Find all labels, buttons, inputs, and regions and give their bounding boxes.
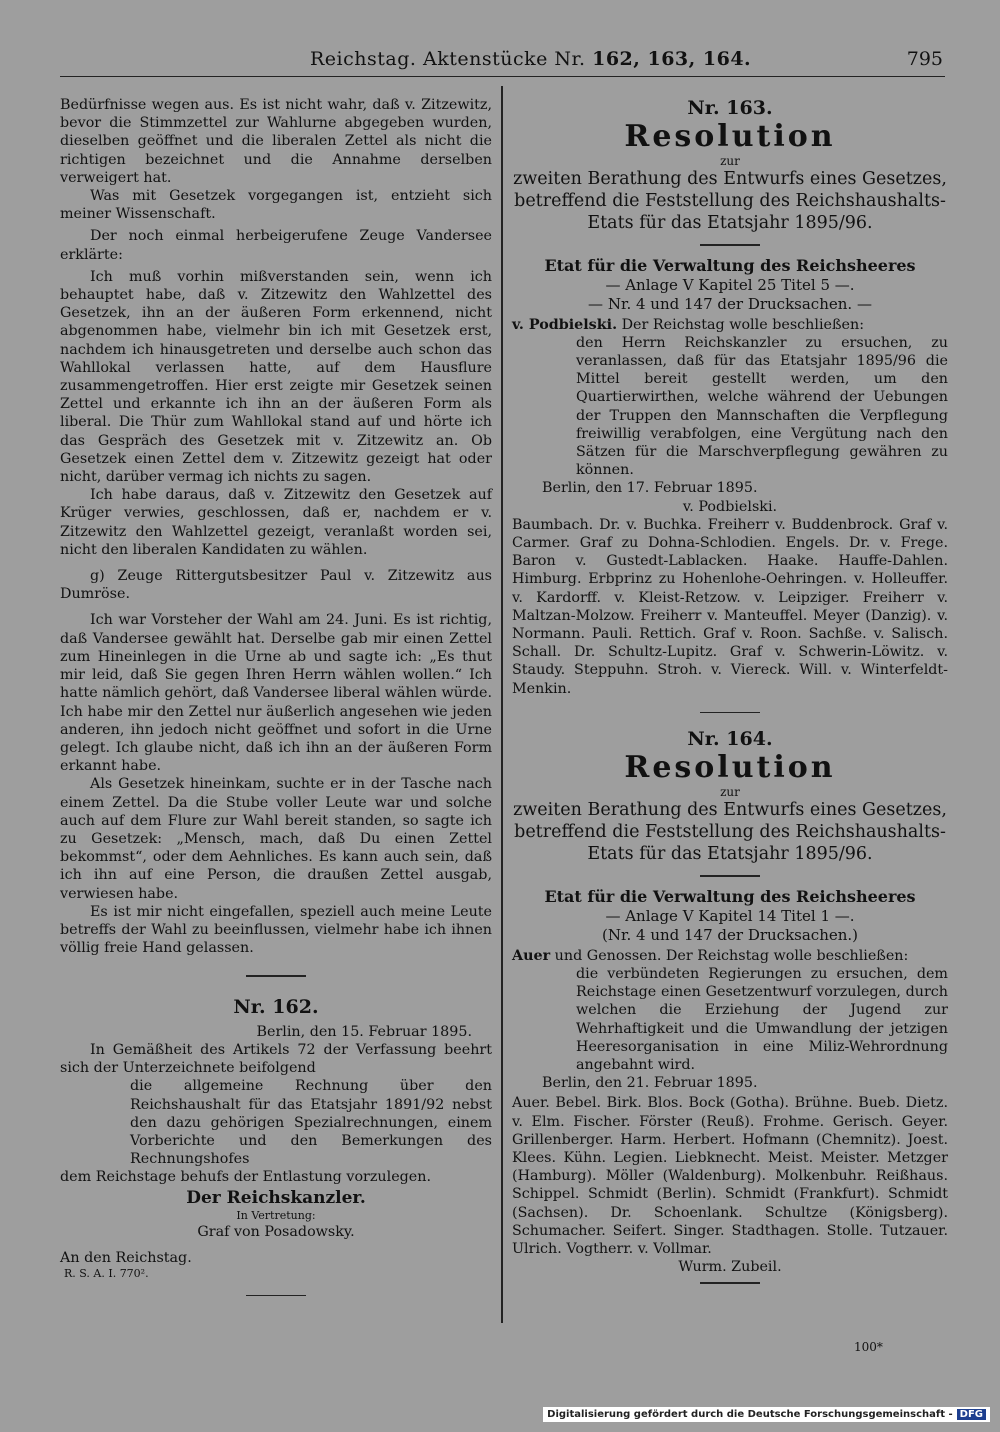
section-divider: [700, 875, 760, 877]
addressee: An den Reichstag.: [60, 1249, 192, 1266]
zur-label: zur: [720, 785, 740, 800]
paragraph: Was mit Gesetzek vorgegangen ist, entzieht sich meiner Wissenschaft.: [60, 188, 492, 223]
motion-lead: Der Reichstag wolle beschließen:: [621, 316, 865, 333]
running-title: [310, 48, 751, 70]
paragraph: Als Gesetzek hineinkam, suchte er in der Tasche nach einem Zettel. Da die Stube voller Leute war und solche auch auf dem Flure zur Wahl bereit standen, so sagte ich zu Gesetzek: „Mensch, mach, daß Du einen Zettel bekommst“, oder dem Aehnliches. Es kann auch sein, daß ich ihn auf eine Person, die draußen Zettel ausgab, verwiesen habe.: [60, 776, 492, 902]
document-number: Nr. 162.: [233, 995, 319, 1018]
witness-heading: g) Zeuge Rittergutsbesitzer Paul v. Zitzewitz aus Dumröse.: [60, 568, 492, 603]
signature-title: Der Reichskanzler.: [186, 1187, 366, 1208]
zur-label: zur: [720, 154, 740, 168]
cosigner-list: Auer. Bebel. Birk. Blos. Bock (Gotha). Brühne. Bueb. Dietz. v. Elm. Fischer. Förster (Reuß). Frohme. Gerisch. Geyer. Grillenberger. Harm. Herbert. Hofmann (Chemnitz). Joest. Klees. Kühn. Legien. Liebknecht. Meist. Meister. Metzger (Hamburg). Möller (Waldenburg). Molkenbuhr. Reißhaus. Schippel. Schmidt (Berlin). Schmidt (Frankfurt). Schmidt (Sachsen). Dr. Schoenlank. Schultze (Königsberg). Schumacher. Seifert. Singer. Stadthagen. Stolle. Tutzauer. Ulrich. Vogtherr. v. Vollmar.: [512, 1095, 948, 1258]
running-title-c: 162, 163, 164.: [592, 48, 752, 70]
motion-text: den Herrn Reichskanzler zu ersuchen, zu veranlassen, daß für das Etatsjahr 1895/96 die Mittel bereit gestellt werden, um den Quartierwirthen, welche während der Uebungen der Truppen den Mannschaften die Verpflegung freiwillig verabfolgen, eine Vergütung nach den Sätzen für die Marschverpflegung gewähren zu können.: [576, 334, 948, 479]
paragraph: In Gemäßheit des Artikels 72 der Verfassung beehrt sich der Unterzeichnete beifolgend: [60, 1042, 492, 1077]
paragraph: dem Reichstage behufs der Entlastung vorzulegen.: [60, 1169, 432, 1186]
page-number: 795: [906, 48, 943, 70]
paragraph: Ich habe daraus, daß v. Zitzewitz den Gesetzek auf Krüger verwies, geschlossen, daß er, nachdem er v. Zitzewitz den Wahlzettel gezeigt, veranlaßt worden sei, nicht den liberalen Kandidaten zu wählen.: [60, 487, 492, 558]
bill-title: zweiten Berathung des Entwurfs eines Gesetzes, betreffend die Feststellung des Reichshaushalts-Etats für das Etatsjahr 1895/96.: [513, 169, 947, 233]
signature-vertretung: In Vertretung:: [236, 1208, 316, 1222]
credit-text: Digitalisierung gefördert durch die Deutsche Forschungsgemeinschaft -: [547, 1409, 953, 1420]
drucksachen-line: — Nr. 4 und 147 der Drucksachen. —: [588, 294, 872, 313]
paragraph: Ich war Vorsteher der Wahl am 24. Juni. Es ist richtig, daß Vandersee gewählt hat. Derselbe gab mir einen Zettel zum Hineinlegen in die Urne ab und sagte ich: „Es thut mir leid, daß Sie gegen Ihren Herrn wählen wollen.“ Ich hatte nämlich gehört, daß Vandersee liberal wählen würde. Ich habe mir den Zettel nur äußerlich angesehen wie jeden anderen, ihn jedoch nicht geöffnet und sofort in die Urne gelegt. Ich glaube nicht, daß ich ihn an der äußeren Form erkannt habe.: [60, 612, 492, 775]
signature-name: Graf von Posadowsky.: [197, 1223, 355, 1240]
document-date: Berlin, den 15. Februar 1895.: [256, 1023, 472, 1040]
document-number: Nr. 163.: [687, 97, 773, 119]
reference-number: R. S. A. I. 770².: [64, 1266, 149, 1280]
sheet-number: 100*: [854, 1340, 883, 1354]
right-column: [512, 96, 948, 1294]
column-divider: [501, 86, 503, 1323]
running-title-b: Aktenstücke Nr.: [422, 48, 586, 70]
section-divider: [700, 712, 760, 714]
section-divider: [700, 1282, 760, 1284]
cosigner-list-end: Wurm. Zubeil.: [678, 1259, 782, 1276]
section-divider: [246, 1295, 306, 1297]
resolution-heading: Resolution: [624, 750, 836, 786]
page-header: [60, 48, 945, 77]
running-title-a: Reichstag.: [310, 48, 417, 70]
paragraph: Bedürfnisse wegen aus. Es ist nicht wahr, daß v. Zitzewitz, bevor die Stimmzettel zur Wahlurne abgegeben wurden, dieselben geöffnet und die liberalen Zettel als nicht die richtigen bezeichnet und die Annahme derselben verweigert hat.: [60, 97, 492, 186]
mover-name: v. Podbielski.: [512, 316, 618, 333]
bill-title: zweiten Berathung des Entwurfs eines Gesetzes, betreffend die Feststellung des Reichshaushalts-Etats für das Etatsjahr 1895/96.: [513, 800, 947, 865]
cosigner-list: Baumbach. Dr. v. Buchka. Freiherr v. Buddenbrock. Graf v. Carmer. Graf zu Dohna-Schlodien. Engels. Dr. v. Frege. Baron v. Gustedt-Lablacken. Haake. Hauffe-Dahlen. Himburg. Erbprinz zu Hohenlohe-Oehringen. v. Holleuffer. v. Kardorff. v. Kleist-Retzow. v. Leipziger. Freiherr v. Maltzan-Molzow. Freiherr v. Manteuffel. Meyer (Danzig). v. Normann. Pauli. Rettich. Graf v. Roon. Sachße. v. Salisch. Schall. Dr. Schultz-Lupitz. Graf v. Schwerin-Löwitz. v. Staudy. Steppuhn. Stroh. v. Viereck. Will. v. Winterfeldt-Menkin.: [512, 516, 948, 697]
section-divider: [246, 975, 306, 977]
etat-heading: Etat für die Verwaltung des Reichsheeres: [544, 886, 916, 906]
drucksachen-line: (Nr. 4 und 147 der Drucksachen.): [601, 925, 859, 944]
motion-text: die verbündeten Regierungen zu ersuchen, dem Reichstage einen Gesetzentwurf vorzulegen, durch welchen die Erziehung der Jugend zur Wehrhaftigkeit und die Umwandlung der jetzigen Heeresorganisation in eine Miliz-Wehrordnung angebahnt wird.: [576, 965, 948, 1073]
resolution-heading: Resolution: [624, 119, 836, 154]
signer: v. Podbielski.: [682, 498, 778, 515]
paragraph: Ich muß vorhin mißverstanden sein, wenn ich behauptet habe, daß v. Zitzewitz den Wahlzettel des Gesetzek, ihn an der äußeren Form erkennend, nicht abgenommen habe, vielmehr bin ich mit Gesetzek erst, nachdem ich hinausgetreten und derselbe auch schon das Wahllokal verlassen hatte, auf dem Hausflure zusammengetroffen. Hier erst zeigte mir Gesetzek seinen Zettel und erkannte ich ihn an der äußeren Form als liberal. Die Thür zum Wahllokal stand auf und hörte ich das Gespräch des Gesetzek mit v. Zitzewitz an. Ob Gesetzek einen Zettel dem v. Zitzewitz gezeigt hat oder nicht, darüber vermag ich nichts zu sagen.: [60, 268, 492, 486]
document-date: Berlin, den 21. Februar 1895.: [542, 1075, 758, 1092]
motion-lead: und Genossen. Der Reichstag wolle beschließen:: [554, 947, 909, 964]
document-date: Berlin, den 17. Februar 1895.: [542, 480, 758, 497]
document-number: Nr. 164.: [687, 728, 773, 751]
etat-heading: Etat für die Verwaltung des Reichsheeres: [544, 255, 916, 275]
mover-name: Auer: [512, 947, 551, 964]
anlage-line: — Anlage V Kapitel 25 Titel 5 —.: [605, 275, 855, 294]
paragraph: die allgemeine Rechnung über den Reichshaushalt für das Etatsjahr 1891/92 nebst den dazu gehörigen Spezialrechnungen, einem Vorberichte und den Bemerkungen des Rechnungshofes: [130, 1078, 492, 1168]
anlage-line: — Anlage V Kapitel 14 Titel 1 —.: [605, 906, 855, 925]
section-divider: [700, 244, 760, 246]
left-column: [60, 96, 492, 1306]
digitization-credit: [543, 1407, 990, 1422]
paragraph: Es ist mir nicht eingefallen, speziell auch meine Leute betreffs der Wahl zu beeinflussen, vielmehr habe ich ihnen völlig freie Hand gelassen.: [60, 903, 492, 957]
dfg-logo: DFG: [957, 1409, 986, 1420]
paragraph: Der noch einmal herbeigerufene Zeuge Vandersee erklärte:: [60, 228, 492, 263]
